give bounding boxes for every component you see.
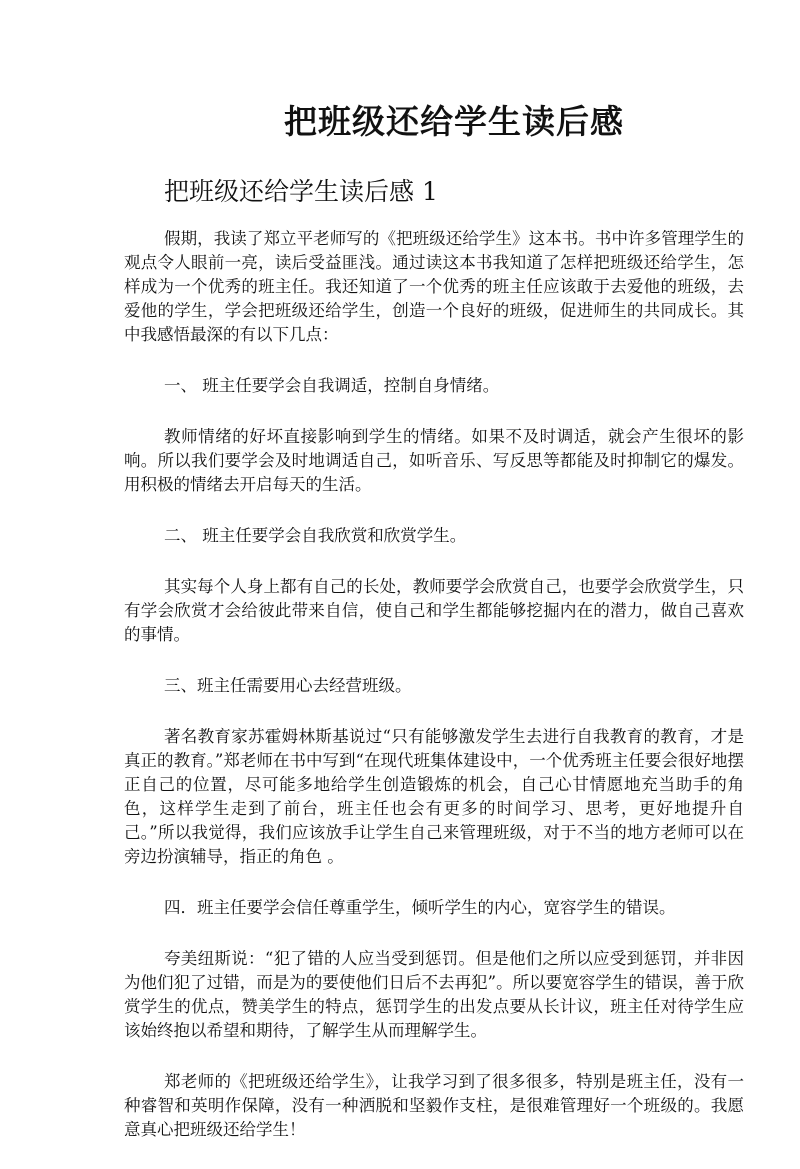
point-heading-3: 三、班主任需要用心去经营班级。 <box>164 676 412 695</box>
point-heading-1: 一、 班主任要学会自我调适，控制自身情绪。 <box>164 376 500 395</box>
section-title: 把班级还给学生读后感 1 <box>164 177 438 206</box>
paragraph-point-4: 夸美纽斯说：“犯了错的人应当受到惩罚。但是他们之所以应受到惩罚，并非因为他们犯了过错，而是为的要使他们日后不去再犯”。所以要宽容学生的错误，善于欣赏学生的优点，赞美学生的特点，惩罚学生的出发点要从长计议，班主任对待学生应该始终抱以希望和期待，了解学生从而理解学生。 <box>124 949 744 1040</box>
paragraph-point-3: 著名教育家苏霍姆林斯基说过“只有能够激发学生去进行自我教育的教育，才是真正的教育。”郑老师在书中写到“在现代班集体建设中，一个优秀班主任要会很好地摆正自己的位置，尽可能多地给学生创造锻炼的机会，自己心甘情愿地充当助手的角色，这样学生走到了前台，班主任也会有更多的时间学习、思考，更好地提升自己。”所以我觉得，我们应该放手让学生自己来管理班级，对于不当的地方老师可以在旁边扮演辅导，指正的角色 。 <box>124 727 744 866</box>
paragraph-intro: 假期，我读了郑立平老师写的《把班级还给学生》这本书。书中许多管理学生的观点令人眼前一亮，读后受益匪浅。通过读这本书我知道了怎样把班级还给学生，怎样成为一个优秀的班主任。我还知道了一个优秀的班主任应该敢于去爱他的班级，去爱他的学生，学会把班级还给学生，创造一个良好的班级，促进师生的共同成长。其中我感悟最深的有以下几点： <box>124 229 744 344</box>
point-heading-4: 四．班主任要学会信任尊重学生，倾听学生的内心，宽容学生的错误。 <box>164 898 676 917</box>
paragraph-conclusion: 郑老师的《把班级还给学生》，让我学习到了很多很多，特别是班主任，没有一种睿智和英明作保障，没有一种洒脱和坚毅作支柱，是很难管理好一个班级的。我愿意真心把班级还给学生！ <box>124 1072 744 1139</box>
paragraph-point-2: 其实每个人身上都有自己的长处，教师要学会欣赏自己，也要学会欣赏学生，只有学会欣赏才会给彼此带来自信，使自己和学生都能够挖掘内在的潜力，做自己喜欢的事情。 <box>124 577 744 644</box>
point-heading-2: 二、 班主任要学会自我欣赏和欣赏学生。 <box>164 526 467 545</box>
document-body <box>124 227 744 1169</box>
page-title: 把班级还给学生读后感 <box>284 102 624 141</box>
paragraph-point-1: 教师情绪的好坏直接影响到学生的情绪。如果不及时调适，就会产生很坏的影响。所以我们要学会及时地调适自己，如听音乐、写反思等都能及时抑制它的爆发。用积极的情绪去开启每天的生活。 <box>124 427 744 494</box>
